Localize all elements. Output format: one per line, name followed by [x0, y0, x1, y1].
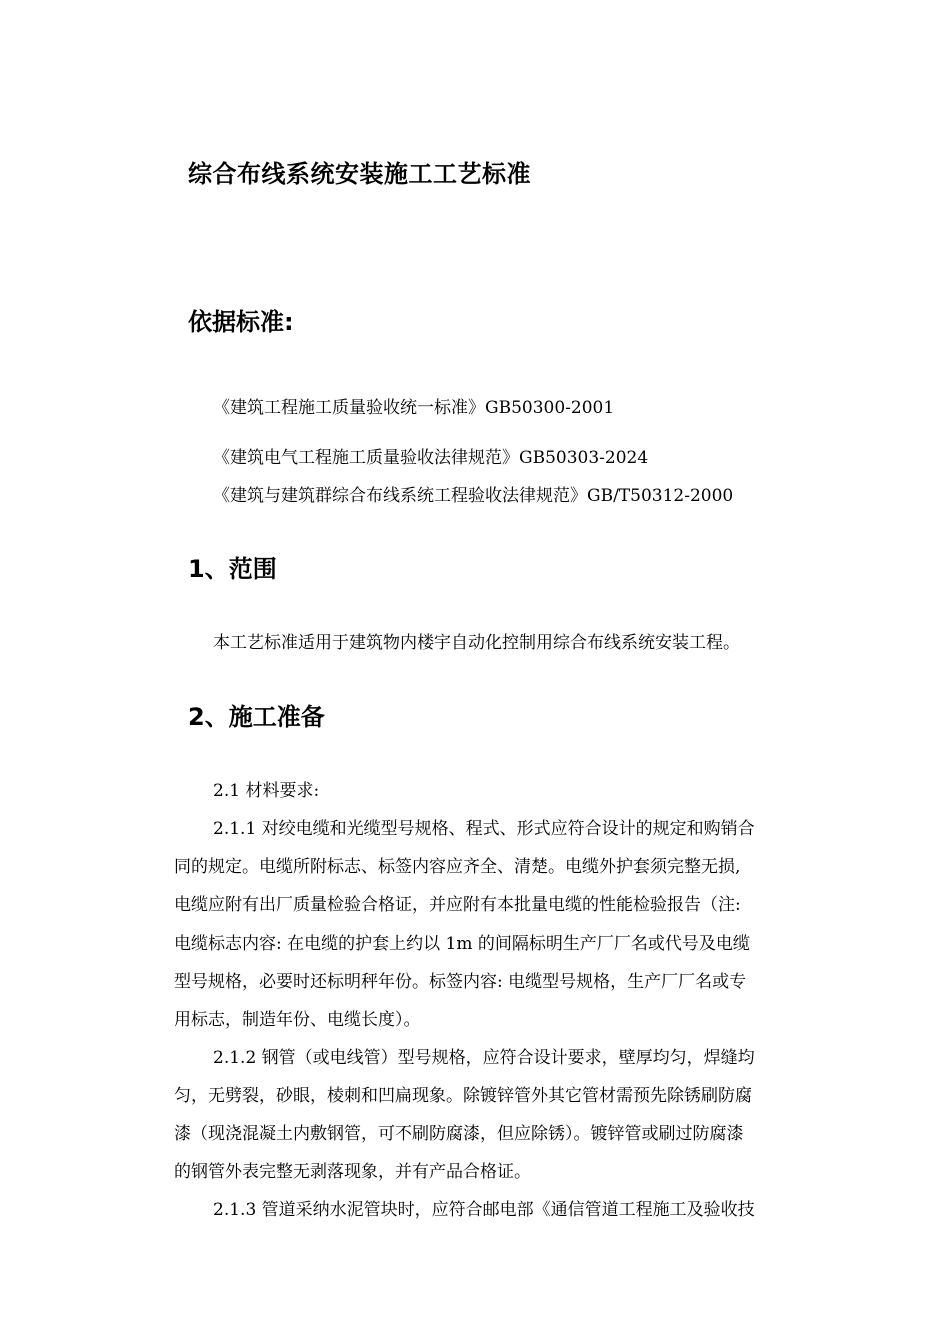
- basis-heading: 依据标准:: [188, 308, 294, 336]
- reference-item: 《建筑与建筑群综合布线系统工程验收法律规范》GB/T50312-2000: [213, 486, 734, 506]
- paragraph-line: 的钢管外表完整无剥落现象，并有产品合格证。: [174, 1162, 531, 1182]
- paragraph-line: 电缆标志内容: 在电缆的护套上约以 1m 的间隔标明生产厂厂名或代号及电缆: [174, 934, 750, 954]
- paragraph-line: 匀，无劈裂，砂眼，棱刺和凹扁现象。除镀锌管外其它管材需预先除锈刷防腐: [174, 1086, 752, 1106]
- paragraph-line: 2.1.2 钢管（或电线管）型号规格，应符合设计要求，壁厚均匀，焊缝均: [213, 1048, 755, 1068]
- paragraph-line: 2.1.1 对绞电缆和光缆型号规格、程式、形式应符合设计的规定和购销合: [213, 819, 755, 839]
- subsection-heading-materials: 2.1 材料要求:: [213, 781, 320, 801]
- section-heading-preparation: 2、施工准备: [188, 703, 325, 731]
- section-heading-scope: 1、范围: [188, 555, 277, 583]
- scope-paragraph: 本工艺标准适用于建筑物内楼宇自动化控制用综合布线系统安装工程。: [213, 633, 740, 653]
- reference-item: 《建筑工程施工质量验收统一标准》GB50300-2001: [213, 398, 615, 418]
- paragraph-line: 用标志，制造年份、电缆长度）。: [174, 1010, 421, 1030]
- paragraph-line: 漆（现浇混凝土内敷钢管，可不刷防腐漆，但应除锈）。镀锌管或刷过防腐漆: [174, 1124, 744, 1144]
- paragraph-line: 2.1.3 管道采纳水泥管块时，应符合邮电部《通信管道工程施工及验收技: [213, 1200, 755, 1220]
- paragraph-line: 型号规格，必要时还标明秤年份。标签内容: 电缆型号规格，生产厂厂名或专: [174, 972, 747, 992]
- document-title: 综合布线系统安装施工工艺标准: [188, 160, 531, 188]
- paragraph-line: 电缆应附有出厂质量检验合格证，并应附有本批量电缆的性能检验报告（注:: [174, 895, 741, 915]
- reference-item: 《建筑电气工程施工质量验收法律规范》GB50303-2024: [213, 448, 649, 468]
- paragraph-line: 同的规定。电缆所附标志、标签内容应齐全、清楚。电缆外护套须完整无损,: [174, 857, 741, 877]
